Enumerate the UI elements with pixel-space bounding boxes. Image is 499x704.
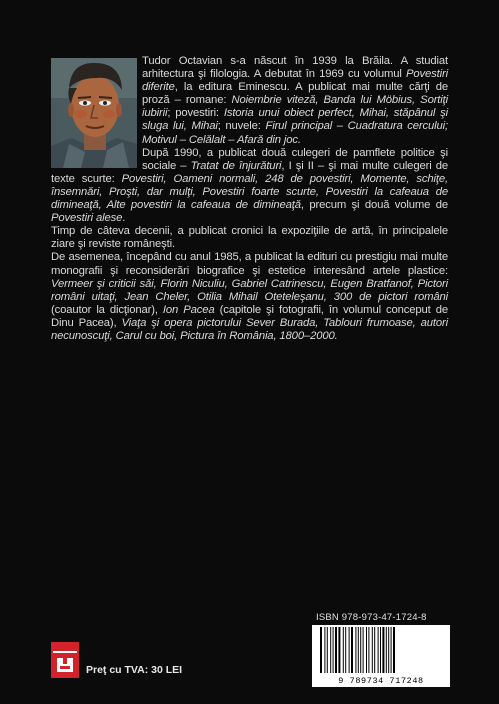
book-titles: Vermeer şi criticii săi, Florin Niculiu, Gabriel Catrinescu, Eugen Bratfanof, Pictori români uitaţi, Jean Cheler, Otilia Mihail Oteteleşanu, 300 de pictori români [51,277,448,303]
barcode-bar [330,627,331,673]
publisher-logo [51,642,79,678]
bio-text: Tudor Octavian s-a născut în 1939 la Brăila. A studiat arhitectura şi filologia. A debutat în 1969 cu volumul [142,55,448,81]
bio-text: . [122,212,126,225]
book-titles: Noiembrie viteză, Banda lui Möbius, Sortiţi iubirii [142,94,449,120]
book-titles: Povestiri, Oameni normali, 248 de povestiri, Momente, schiţe, însemnări, Proşti, dar mulţi, Povestiri foarte scurte, Povestiri la cafeaua de dimineaţă, Alte povestiri la cafeaua de dimineaţă [51,172,448,212]
bio-text: ; povestiri: [167,107,224,120]
bio-paragraph [51,251,448,343]
barcode-bar [355,627,356,673]
bio-text: , I şi II – şi mai multe culegeri de texte scurte: [51,159,448,185]
book-titles: Viaţa şi opera pictorului Sever Burada, Tablouri frumoase, autori necunoscuţi, Carul cu boi, Pictura în România, 1800–2000. [51,316,448,342]
bio-text: ; nuvele: [217,120,266,133]
barcode-bar [391,627,392,673]
barcode-bar [374,627,375,673]
bio-text: După 1990, a publicat două culegeri de pamflete politice şi sociale – [142,146,448,172]
bio-text: Timp de câteva decenii, a publicat cronici la expoziţiile de artă, în principalele ziare şi reviste româneşti. [51,225,448,251]
barcode-bar [380,627,381,673]
book-titles: Istoria unui obiect perfect, Mihai, stăpânul şi sluga lui, Mihai [142,107,449,133]
barcode-bar [386,627,387,673]
book-titles: Povestiri diferite [142,68,448,94]
barcode-bar [335,627,337,673]
barcode-bar [378,627,379,673]
barcode-bar [360,627,361,673]
barcode-bar [382,627,384,673]
paralela-45-logo-icon [51,642,79,678]
bio-text: (coautor la dicţionar), [51,303,163,316]
barcode-bar [351,627,353,673]
bio-paragraph [51,225,448,251]
book-titles: Ion Pacea [162,303,215,316]
barcode-bar [358,627,359,673]
barcode-bar [320,627,322,673]
bio-text: , precum şi două volume de [300,199,449,212]
barcode-bar [363,627,364,673]
book-titles: Tratat de înjurături [190,159,282,172]
barcode-bar [324,627,325,673]
book-titles: Firul principal – Cuadratura cercului; Motivul – Celălalt – Afară din joc. [142,120,448,146]
barcode-bar [349,627,350,673]
price-label: Preţ cu TVA: 30 LEI [86,664,183,676]
barcode-bars [312,625,450,675]
book-titles: Povestiri alese [51,212,123,225]
barcode-digits: 9 789734 717248 [312,676,450,686]
barcode-bar [345,627,346,673]
barcode-bar [366,627,367,673]
barcode-bar [368,627,369,673]
bio-text: De asemenea, începând cu anul 1985, a publicat la edituri cu prestigiu mai multe monografii şi reconsiderări biografice şi estetice interesând artele plastice: [51,251,448,277]
bio-text: , la editura Eminescu. A publicat mai multe cărţi de proză – romane: [142,81,448,107]
isbn-number: ISBN 978-973-47-1724-8 [316,612,427,623]
barcode-bar [393,627,395,673]
barcode-bar [372,627,373,673]
isbn-barcode [312,625,450,687]
barcode-bar [338,627,340,673]
barcode-bar [327,627,328,673]
barcode-bar [333,627,334,673]
author-biography [51,55,448,343]
barcode-bar [388,627,389,673]
barcode-bar [343,627,344,673]
portrait-spacer [51,55,142,170]
bio-text: (capitole şi fotografii, în volumul conceput de Dinu Pacea), [51,303,449,329]
